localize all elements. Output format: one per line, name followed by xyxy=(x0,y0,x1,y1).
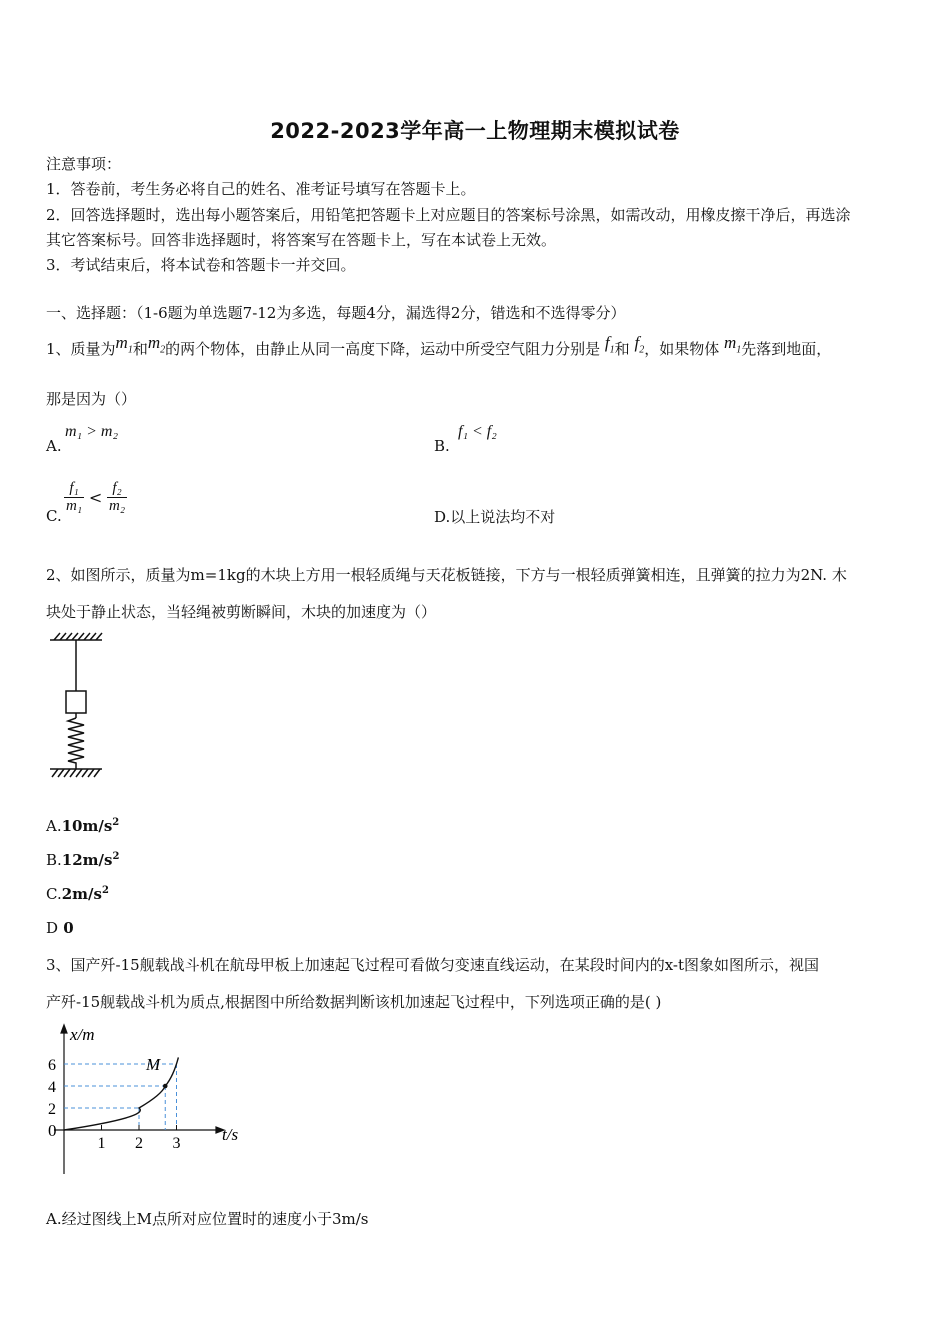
spring-block-diagram xyxy=(46,632,106,782)
page-title: 2022-2023学年高一上物理期末模拟试卷 xyxy=(270,119,680,143)
q1-option-b-label: B. xyxy=(434,437,450,455)
question-2-line1: 2、如图所示，质量为m=1kg的木块上方用一根轻质绳与天花板链接，下方与一根轻质弹簧相连，且弹簧的拉力为2N. 木 xyxy=(46,566,847,584)
question-1-line2: 那是因为（） xyxy=(46,390,137,408)
q2-option-b: $B.12m/s^2$ xyxy=(46,851,120,869)
notice-item-2: 2．回答选择题时，选出每小题答案后，用铅笔把答题卡上对应题目的答案标号涂黑，如需改动，用橡皮擦干净后，再选涂 xyxy=(46,206,851,224)
notice-heading: 注意事项： xyxy=(46,155,122,173)
q1-option-b: f₁ < f₂ xyxy=(458,423,497,440)
q2-option-d: D 0 xyxy=(46,919,74,937)
question-1-line1: 1、质量为$m_1$和$m_2$的两个物体，由静止从同一高度下降，运动中所受空气阻力分别是 $f_1$和 $f_2$，如果物体 $m_1$先落到地面， xyxy=(46,333,832,358)
q1-option-a-label: A. xyxy=(46,437,62,455)
x-axis-label: t/s xyxy=(222,1125,239,1144)
point-m-label: M xyxy=(146,1055,161,1074)
q1-option-a: m₁ > m₂ xyxy=(65,423,119,440)
y-tick-label: 4 xyxy=(48,1079,56,1096)
y-tick-label: 2 xyxy=(48,1101,56,1118)
question-3-line2: 产歼-15舰载战斗机为质点,根据图中所给数据判断该机加速起飞过程中，下列选项正确的是( ) xyxy=(46,993,662,1011)
x-t-graph xyxy=(40,1022,250,1182)
notice-item-1: 1．答卷前，考生务必将自己的姓名、准考证号填写在答题卡上。 xyxy=(46,180,476,198)
fraction-f2-m2: $\frac{\text{f₂}}{\text{m₂}}$ xyxy=(109,480,126,514)
question-3-line1: 3、国产歼-15舰载战斗机在航母甲板上加速起飞过程可看做匀变速直线运动，在某段时间内的x-t图象如图所示，视国 xyxy=(46,956,819,974)
y-tick-label: 6 xyxy=(48,1057,56,1074)
point-m xyxy=(163,1084,168,1089)
q2-option-c: $C.2m/s^2$ xyxy=(46,885,109,903)
y-axis-label: x/m xyxy=(70,1025,95,1044)
x-tick-label: 1 xyxy=(97,1135,106,1152)
q3-option-a: A.经过图线上M点所对应位置时的速度小于3m/s xyxy=(46,1210,369,1228)
q2-option-a: $A.10m/s^2$ xyxy=(46,817,120,835)
notice-item-3: 3．考试结束后，将本试卷和答题卡一并交回。 xyxy=(46,256,356,274)
section-heading: 一、选择题：（1-6题为单选题7-12为多选，每题4分，漏选得2分，错选和不选得零分） xyxy=(46,304,626,322)
x-tick-label: 3 xyxy=(172,1135,181,1152)
question-2-line2: 块处于静止状态，当轻绳被剪断瞬间，木块的加速度为（） xyxy=(46,603,437,621)
fraction-f1-m1: $\frac{\text{f₁}}{\text{m₁}}$ xyxy=(66,480,83,514)
x-tick-label: 2 xyxy=(135,1135,143,1152)
origin-label: 0 xyxy=(48,1121,57,1140)
curve-series xyxy=(64,1057,178,1130)
q1-option-c-label: C. xyxy=(46,507,62,525)
q1-option-c: $\frac{\text{f₁}}{\text{m₁}}$ < $\frac{\text{f₂}}{\text{m₂}}$ xyxy=(66,480,126,514)
q1-option-d: D.以上说法均不对 xyxy=(434,508,556,526)
notice-item-2-cont: 其它答案标号。回答非选择题时，将答案写在答题卡上，写在本试卷上无效。 xyxy=(46,231,557,249)
